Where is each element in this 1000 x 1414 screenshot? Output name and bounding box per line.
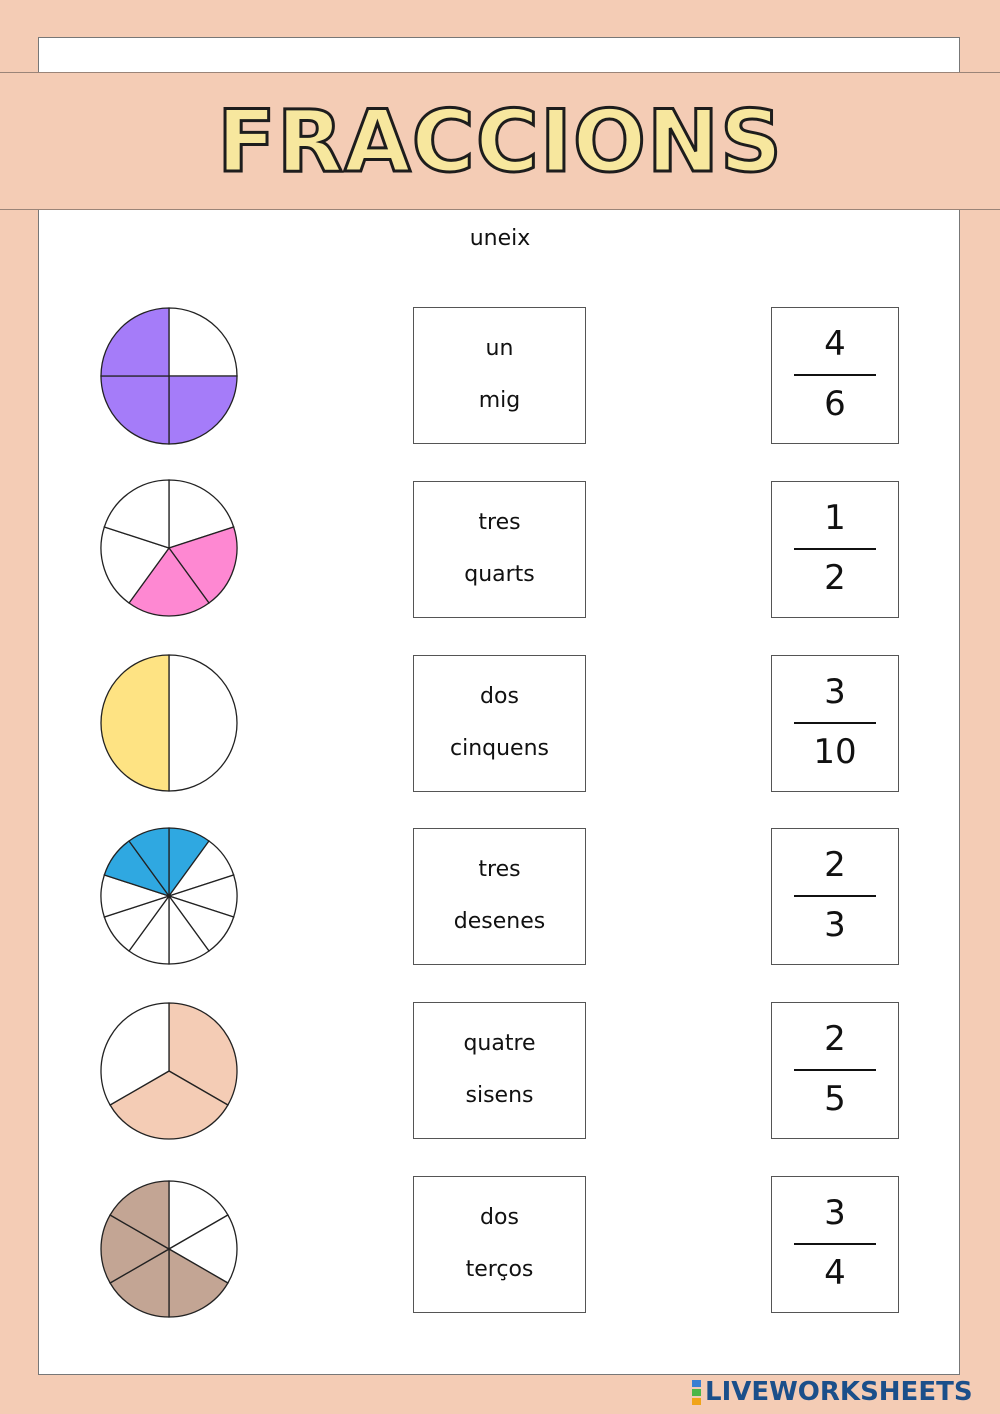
word-line-1: tres	[478, 857, 521, 882]
word-card[interactable]	[413, 655, 586, 792]
word-line-1: un	[485, 336, 514, 361]
word-line-2: desenes	[453, 909, 546, 934]
word-line-2: quarts	[464, 562, 535, 587]
pie-thirds	[98, 1000, 240, 1142]
word-line-1: quatre	[463, 1031, 536, 1056]
fraction-bar	[794, 374, 876, 376]
pie-quarters	[98, 305, 240, 447]
word-line-2: mig	[478, 388, 521, 413]
fraction-numerator: 1	[824, 498, 846, 538]
word-card[interactable]	[413, 828, 586, 965]
fraction-bar	[794, 1243, 876, 1245]
liveworksheets-logo-icon	[692, 1379, 701, 1406]
pie-sixths	[98, 1178, 240, 1320]
fraction-numerator: 4	[824, 324, 846, 364]
word-card[interactable]	[413, 1002, 586, 1139]
liveworksheets-logo	[692, 1375, 973, 1409]
fraction-denominator: 4	[824, 1253, 846, 1293]
fraction-card[interactable]	[771, 481, 899, 618]
word-line-1: tres	[478, 510, 521, 535]
fraction-denominator: 10	[813, 732, 857, 772]
word-line-2: sisens	[465, 1083, 534, 1108]
fraction-denominator: 5	[824, 1079, 846, 1119]
pie-slice	[169, 376, 237, 444]
pie-slice	[101, 655, 169, 791]
fraction-numerator: 3	[824, 1193, 846, 1233]
fraction-card[interactable]	[771, 307, 899, 444]
page-title: FRACCIONS	[217, 92, 783, 192]
word-line-1: dos	[480, 1205, 519, 1230]
pie-halves	[98, 652, 240, 794]
pie-slice	[101, 308, 169, 376]
word-line-2: terços	[465, 1257, 534, 1282]
fraction-numerator: 3	[824, 672, 846, 712]
fraction-card[interactable]	[771, 655, 899, 792]
pie-slice	[169, 308, 237, 376]
fraction-numerator: 2	[824, 1019, 846, 1059]
pie-tenths	[98, 825, 240, 967]
fraction-bar	[794, 548, 876, 550]
fraction-denominator: 6	[824, 384, 846, 424]
pie-fifths	[98, 477, 240, 619]
word-card[interactable]	[413, 307, 586, 444]
fraction-card[interactable]	[771, 1002, 899, 1139]
pie-slice	[169, 655, 237, 791]
fraction-bar	[794, 1069, 876, 1071]
word-card[interactable]	[413, 1176, 586, 1313]
fraction-bar	[794, 895, 876, 897]
word-line-1: dos	[480, 684, 519, 709]
word-line-2: cinquens	[450, 736, 549, 761]
fraction-denominator: 3	[824, 905, 846, 945]
fraction-numerator: 2	[824, 845, 846, 885]
pie-slice	[101, 376, 169, 444]
logo-text: LIVEWORKSHEETS	[705, 1377, 973, 1407]
fraction-card[interactable]	[771, 828, 899, 965]
instruction-text: uneix	[469, 226, 531, 251]
fraction-bar	[794, 722, 876, 724]
fraction-denominator: 2	[824, 558, 846, 598]
fraction-card[interactable]	[771, 1176, 899, 1313]
word-card[interactable]	[413, 481, 586, 618]
